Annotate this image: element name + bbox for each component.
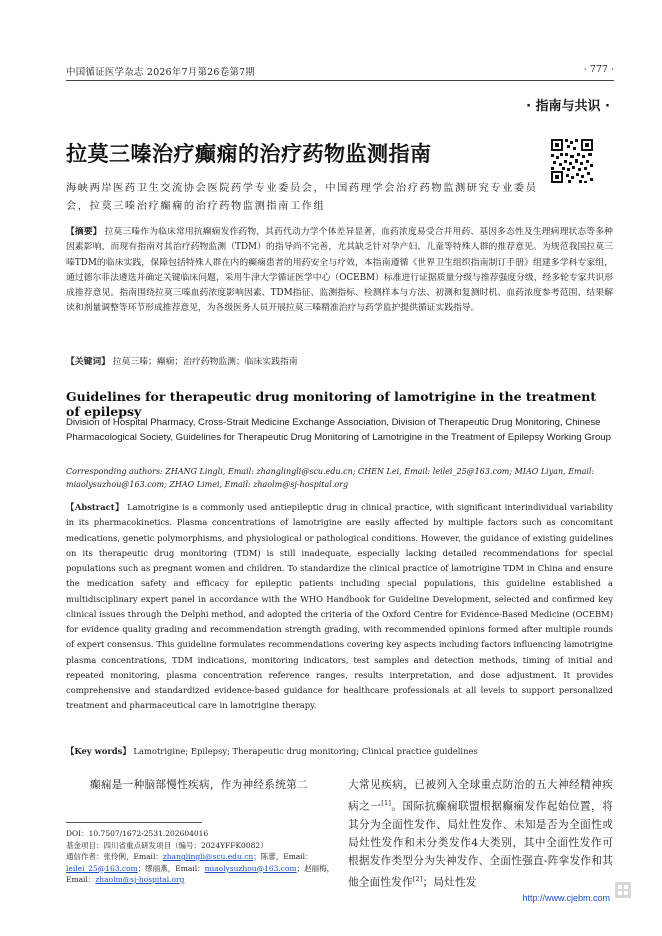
article-title-en: Guidelines for therapeutic drug monitoring of lamotrigine in the treatment of epilepsy (66, 389, 597, 419)
keywords-en-label: 【Key words】 (66, 746, 131, 756)
corr-sep: ；陈蕾，Email： (253, 852, 313, 861)
keywords-en (66, 745, 613, 757)
affiliation-en: Division of Hospital Pharmacy, Cross-Strait Medicine Exchange Association, Division of Therapeutic Drug Monitoring, Chinese Pharmacological Society, Guidelines for Therapeutic Drug Monitoring of Lamotrigine in the Treatment of Epilepsy Working Group (66, 417, 611, 443)
corr-sep: ；缪丽燕，Email： (137, 863, 205, 873)
corresponding-info-cn (66, 851, 336, 886)
body-right-part: 。国际抗癫痫联盟根据癫痫发作起始位置，将其分为全面性发作、局灶性发作、未知是否为全面性或局灶性发作和未分类发作4大类别，其中全面性发作可根据发作类型分为失神发作、全面性强直-阵挛发作和其他全面性发作 (348, 800, 614, 889)
journal-url[interactable]: http://www.cjebm.com (522, 893, 610, 903)
header-divider (66, 80, 614, 81)
journal-header: 中国循证医学杂志 2026年7月第26卷第7期 (66, 67, 255, 78)
page-number: · 777 · (583, 64, 614, 75)
keywords-en-text: Lamotrigine; Epilepsy; Therapeutic drug monitoring; Clinical practice guidelines (133, 746, 478, 756)
keywords-cn-label: 【关键词】 (66, 357, 110, 367)
abstract-en (66, 500, 613, 714)
abstract-cn-label: 【摘要】 (66, 227, 102, 237)
author-groups-cn: 海峡两岸医药卫生交流协会医院药学专业委员会，中国药理学会治疗药物监测研究专业委员会，拉莫三嗪治疗癫痫的治疗药物监测指南工作组 (66, 183, 538, 212)
corresponding-authors-en: Corresponding authors: ZHANG Lingli, Email: zhanglingli@scu.edu.cn; CHEN Lei, Email: leilei_25@163.com; MIAO Liyan, Email: miaolysuzhou@163.com; ZHAO Limei, Email: zhaolm@sj-hospital.org (66, 467, 595, 489)
email-link[interactable]: zhaolm@sj-hospital.org (95, 875, 185, 884)
citation-ref[interactable]: [1] (381, 799, 392, 807)
body-text-right (348, 776, 613, 891)
body-right-part: 大常见疾病，已被列入全球重点防治的五大神经精神疾病之一 (348, 779, 613, 813)
abstract-cn-text: 拉莫三嗪作为临床常用抗癫痫发作药物，其药代动力学个体差异显著，血药浓度易受合并用药、基因多态性及生理病理状态等多种因素影响，而现有指南对其治疗药物监测（TDM）的指导尚不完善，尤其缺乏针对孕产妇、儿童等特殊人群的推荐意见。为规范我国拉莫三嗪TDM的临床实践，保障包括特殊人群在内的癫痫患者的用药安全与疗效，本指南遵循《世界卫生组织指南制订手册》组建多学科专家组，通过德尔菲法遴选并确定关键临床问题，采用牛津大学循证医学中心（OCEBM）标准进行证据质量分级与推荐强度分级，经多轮专家共识形成推荐意见。指南围绕拉莫三嗪血药浓度影响因素、TDM指征、监测指标、检测样本与方法、初测和复测时机、血药浓度参考范围、结果解读和剂量调整等环节形成推荐意见，为各级医务人员开展拉莫三嗪精准治疗与药学监护提供循证实践指导。 (66, 227, 613, 314)
email-link[interactable]: leilei_25@163.com (66, 863, 138, 873)
keywords-cn-text: 拉莫三嗪；癫痫；治疗药物监测；临床实践指南 (112, 357, 298, 367)
abstract-cn (66, 225, 613, 317)
journal-logo-icon (613, 880, 633, 900)
citation-ref[interactable]: [2] (412, 874, 423, 883)
qr-code-icon[interactable] (550, 138, 594, 184)
footnote (66, 828, 336, 886)
email-link[interactable]: zhanglingli@scu.edu.cn (162, 852, 254, 861)
email-link[interactable]: miaolysuzhou@163.com (204, 863, 297, 873)
section-tag: · 指南与共识 · (526, 99, 610, 114)
article-title-cn: 拉莫三嗪治疗癫痫的治疗药物监测指南 (66, 142, 432, 166)
corr-sep: ；赵丽梅，Email： (66, 863, 335, 884)
body-right-part: ；局灶性发 (422, 876, 477, 889)
doi[interactable]: DOI：10.7507/1672-2531.202604016 (66, 829, 209, 838)
keywords-cn (66, 354, 613, 367)
footnote-divider (66, 822, 202, 823)
corr-prefix: 通信作者：张伶俐，Email： (66, 852, 163, 861)
abstract-en-label: 【Abstract】 (66, 502, 124, 512)
abstract-en-text: Lamotrigine is a commonly used antiepileptic drug in clinical practice, with significant interindividual variability in its pharmacokinetics. Plasma concentrations of lamotrigine are easily affected by multiple factors such as concomitant medications, genetic polymorphisms, and physiological or pathological conditions. However, the guidance of existing guidelines on its therapeutic drug monitoring (TDM) is still inadequate, especially lacking detailed recommendations for special populations such as pregnant women and children. To standardize the clinical practice of lamotrigine TDM in China and ensure the medication safety and efficacy for epileptic patients including special populations, this guideline established a multidisciplinary expert panel in accordance with the WHO Handbook for Guideline Development, selected and confirmed key clinical issues through the Delphi method, and adopted the criteria of the Oxford Centre for Evidence-Based Medicine (OCEBM) for evidence quality grading and recommendation strength grading, with recommended opinions formed after multiple rounds of expert consensus. This guideline formulates recommendations covering key aspects including factors influencing lamotrigine plasma concentrations, TDM indications, monitoring indicators, test samples and detection methods, timing of initial and repeated monitoring, plasma concentration reference ranges, results interpretation, and dose adjustment. It provides comprehensive and standardized evidence-based guidance for healthcare professionals at all levels to support personalized treatment and pharmaceutical care in lamotrigine therapy. (66, 502, 614, 711)
body-text-left: 癫痫是一种脑部慢性疾病，作为神经系统第二 (90, 779, 308, 791)
fund-info: 基金项目：四川省重点研发项目（编号：2024YFFK0082） (66, 840, 268, 850)
